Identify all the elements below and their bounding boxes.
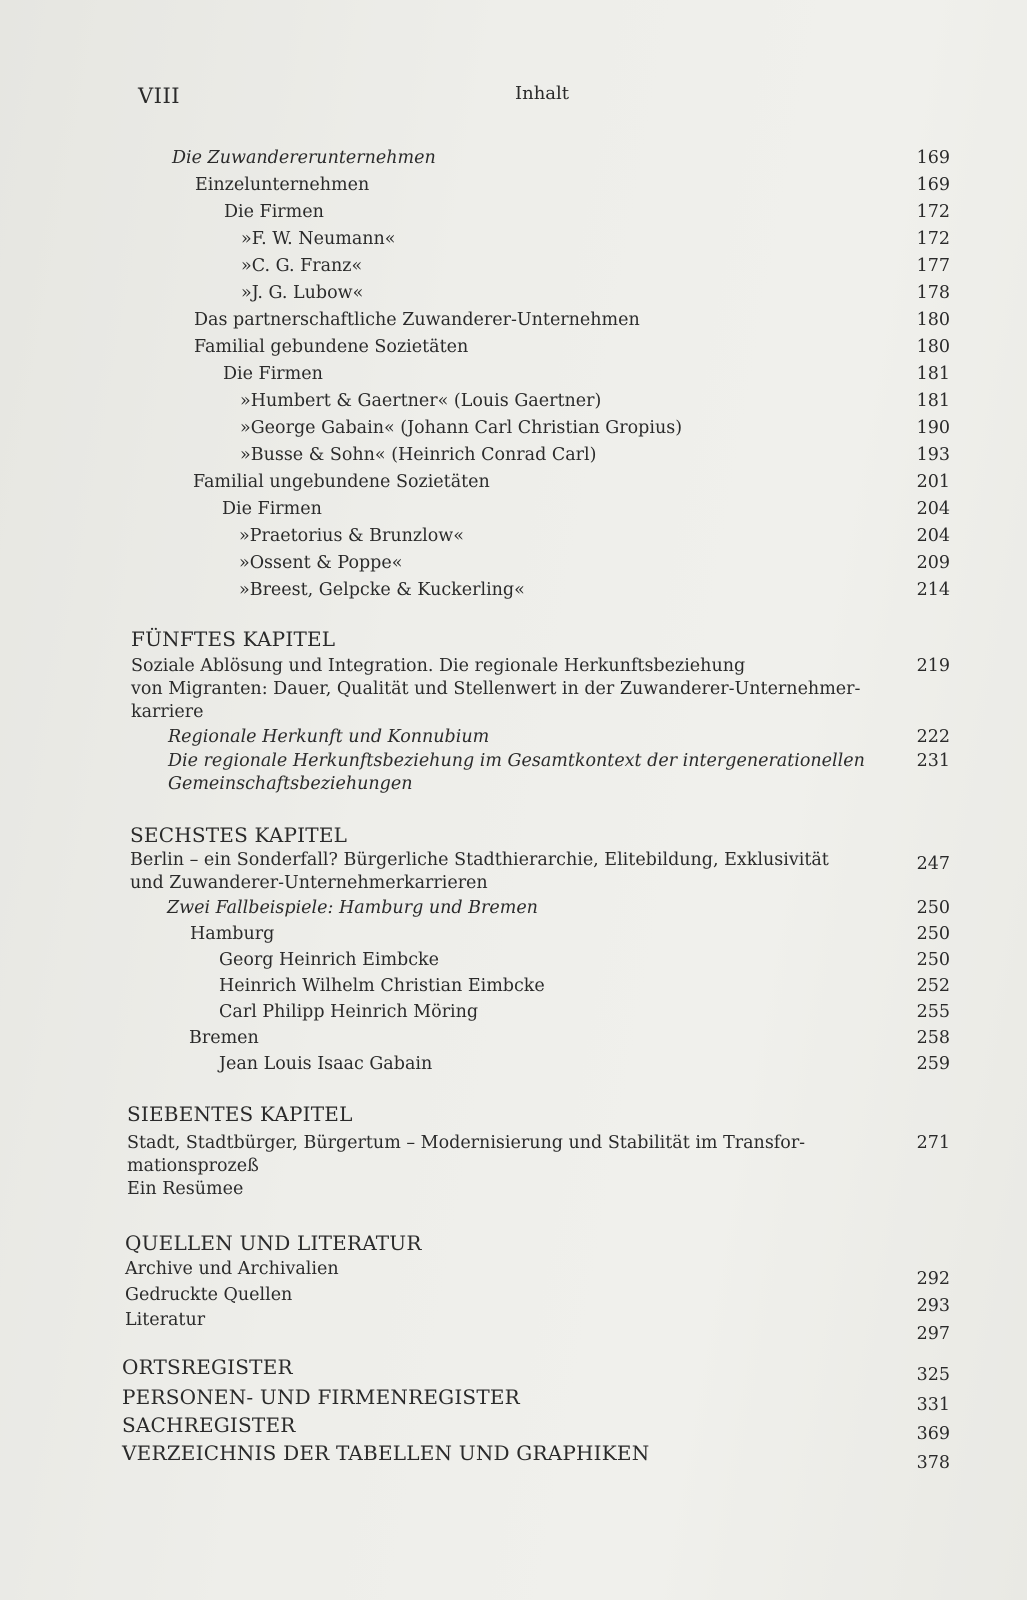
toc-entry <box>0 145 1027 172</box>
sources-item-literature: Literatur <box>125 1310 206 1330</box>
toc-entry <box>0 550 1027 577</box>
chapter5-main-line2: von Migranten: Dauer, Qualität und Stellenwert in der Zuwanderer-Unternehmer- <box>131 679 861 699</box>
toc-entry <box>0 973 1027 999</box>
toc-entry <box>0 199 1027 226</box>
toc-entry-page: 193 <box>916 445 950 465</box>
toc-entry-title: »Praetorius & Brunzlow« <box>239 526 464 546</box>
toc-entry <box>0 895 1027 921</box>
toc-entry-title: Carl Philipp Heinrich Möring <box>219 1002 479 1022</box>
toc-entry-page: 172 <box>916 202 950 222</box>
toc-entry-title: »Breest, Gelpcke & Kuckerling« <box>239 580 525 600</box>
toc-entry-page: 252 <box>916 976 950 996</box>
register-places: ORTSREGISTER <box>122 1355 293 1379</box>
register-tables-graphics-page: 378 <box>916 1453 950 1473</box>
chapter5-sub2-entry <box>0 750 1027 796</box>
toc-entry-page: 181 <box>916 391 950 411</box>
toc-entry-page: 258 <box>916 1028 950 1048</box>
toc-entry <box>0 921 1027 947</box>
toc-entry-title: Zwei Fallbeispiele: Hamburg und Bremen <box>167 898 538 918</box>
toc-entry-title: »C. G. Franz« <box>241 256 363 276</box>
chapter6-heading-row <box>0 822 1027 849</box>
toc-entry-title: Georg Heinrich Eimbcke <box>219 950 440 970</box>
toc-entry-title: Die Firmen <box>224 202 324 222</box>
toc-entry-title: Einzelunternehmen <box>195 175 370 195</box>
toc-entry-page: 204 <box>916 526 950 546</box>
toc-entry <box>0 280 1027 307</box>
toc-entry-title: »George Gabain« (Johann Carl Christian Gropius) <box>240 418 683 438</box>
sources-item-archive: Archive und Archivalien <box>125 1259 339 1279</box>
chapter5-main-page: 219 <box>916 656 950 676</box>
toc-entry-title: Familial ungebundene Sozietäten <box>193 472 490 492</box>
toc-entry-page: 181 <box>916 364 950 384</box>
toc-entry <box>0 388 1027 415</box>
toc-entry-page: 178 <box>916 283 950 303</box>
toc-entry-page: 180 <box>916 337 950 357</box>
register-persons-firms: PERSONEN- UND FIRMENREGISTER <box>122 1385 520 1409</box>
toc-entry <box>0 469 1027 496</box>
toc-entry-page: 169 <box>916 148 950 168</box>
chapter5-sub2-line1: Die regionale Herkunftsbeziehung im Gesamtkontext der intergenerationellen <box>168 751 865 771</box>
register-subjects-page: 369 <box>916 1424 950 1444</box>
toc-entry-title: Jean Louis Isaac Gabain <box>219 1054 433 1074</box>
toc-entry-page: 250 <box>916 898 950 918</box>
section4-entries <box>0 145 1027 604</box>
toc-entry <box>0 1025 1027 1051</box>
chapter5-sub2-page: 231 <box>916 751 950 771</box>
toc-entry-title: »J. G. Lubow« <box>241 283 364 303</box>
page-header-title: Inhalt <box>515 83 570 104</box>
toc-entry-page: 259 <box>916 1054 950 1074</box>
toc-entry <box>0 523 1027 550</box>
toc-entry-page: 172 <box>916 229 950 249</box>
sources-entries <box>0 1259 1027 1344</box>
toc-entry-page: 250 <box>916 950 950 970</box>
register-places-page: 325 <box>916 1365 950 1385</box>
chapter5-sub1-page: 222 <box>916 727 950 747</box>
toc-entry-title: Bremen <box>189 1028 259 1048</box>
chapter6-entries <box>0 895 1027 1077</box>
register-tables-graphics: VERZEICHNIS DER TABELLEN UND GRAPHIKEN <box>122 1441 650 1465</box>
toc-entry-page: 180 <box>916 310 950 330</box>
toc-entry-page: 204 <box>916 499 950 519</box>
chapter5-heading: FÜNFTES KAPITEL <box>131 627 336 651</box>
toc-entry-page: 209 <box>916 553 950 573</box>
toc-entry <box>0 947 1027 973</box>
chapter6-main-entry <box>0 849 1027 895</box>
toc-entry-title: »Humbert & Gaertner« (Louis Gaertner) <box>240 391 602 411</box>
toc-entry <box>0 415 1027 442</box>
registers <box>0 1355 1027 1485</box>
chapter6-main-page: 247 <box>916 854 950 874</box>
toc-entry-title: Die Zuwandererunternehmen <box>172 148 436 168</box>
chapter7-main-line2: mationsprozeß <box>127 1156 259 1176</box>
chapter7-heading-row <box>0 1101 1027 1130</box>
chapter6-main-line2: und Zuwanderer-Unternehmerkarrieren <box>130 873 488 893</box>
toc-entry-page: 190 <box>916 418 950 438</box>
register-subjects: SACHREGISTER <box>122 1413 296 1437</box>
toc-entry <box>0 577 1027 604</box>
toc-entry-page: 169 <box>916 175 950 195</box>
sources-page-archive: 292 <box>916 1269 950 1289</box>
toc-entry-title: »F. W. Neumann« <box>241 229 396 249</box>
toc-entry-title: Die Firmen <box>222 499 322 519</box>
chapter5-sub2-line2: Gemeinschaftsbeziehungen <box>168 774 413 794</box>
toc-entry <box>0 172 1027 199</box>
toc-entry-title: Die Firmen <box>223 364 323 384</box>
toc-entry-title: »Ossent & Poppe« <box>239 553 403 573</box>
toc-entry <box>0 307 1027 334</box>
chapter7-main-page: 271 <box>916 1133 950 1153</box>
toc-entry <box>0 496 1027 523</box>
toc-entry-title: Familial gebundene Sozietäten <box>194 337 469 357</box>
toc-entry <box>0 361 1027 388</box>
sources-page-literature: 297 <box>916 1324 950 1344</box>
toc-entry-title: Hamburg <box>190 924 275 944</box>
chapter5-main-line3: karriere <box>131 702 204 722</box>
toc-entry-page: 250 <box>916 924 950 944</box>
chapter5-heading-row <box>0 626 1027 655</box>
toc-entry-page: 177 <box>916 256 950 276</box>
chapter5-sub1: Regionale Herkunft und Konnubium <box>168 727 490 747</box>
sources-heading: QUELLEN UND LITERATUR <box>125 1231 422 1255</box>
chapter6-main-line1: Berlin – ein Sonderfall? Bürgerliche Stadthierarchie, Elitebildung, Exklusivität <box>130 850 829 870</box>
chapter5-sub1-row <box>0 724 1027 750</box>
toc-entry <box>0 442 1027 469</box>
toc-entry <box>0 226 1027 253</box>
sources-page-printed: 293 <box>916 1296 950 1316</box>
sources-item-printed: Gedruckte Quellen <box>125 1285 293 1305</box>
toc-entry-page: 255 <box>916 1002 950 1022</box>
chapter7-sub: Ein Resümee <box>127 1179 244 1199</box>
chapter7-main-line1: Stadt, Stadtbürger, Bürgertum – Modernisierung und Stabilität im Transfor- <box>127 1133 806 1153</box>
sources-heading-row <box>0 1230 1027 1259</box>
chapter5-main-entry <box>0 655 1027 724</box>
toc-entry <box>0 1051 1027 1077</box>
chapter7-main-entry <box>0 1130 1027 1202</box>
toc-entry <box>0 253 1027 280</box>
toc-entry-title: Das partnerschaftliche Zuwanderer-Unternehmen <box>194 310 640 330</box>
toc-entry-page: 214 <box>916 580 950 600</box>
register-persons-firms-page: 331 <box>916 1395 950 1415</box>
toc-entry-title: »Busse & Sohn« (Heinrich Conrad Carl) <box>240 445 597 465</box>
toc-entry <box>0 999 1027 1025</box>
toc-entry-page: 201 <box>916 472 950 492</box>
toc-entry-title: Heinrich Wilhelm Christian Eimbcke <box>219 976 545 996</box>
chapter6-heading: SECHSTES KAPITEL <box>130 823 348 847</box>
chapter5-main-line1: Soziale Ablösung und Integration. Die regionale Herkunftsbeziehung <box>131 656 746 676</box>
table-of-contents <box>0 145 1027 1485</box>
chapter7-heading: SIEBENTES KAPITEL <box>127 1102 353 1126</box>
page-number: VIII <box>138 84 181 108</box>
toc-entry <box>0 334 1027 361</box>
